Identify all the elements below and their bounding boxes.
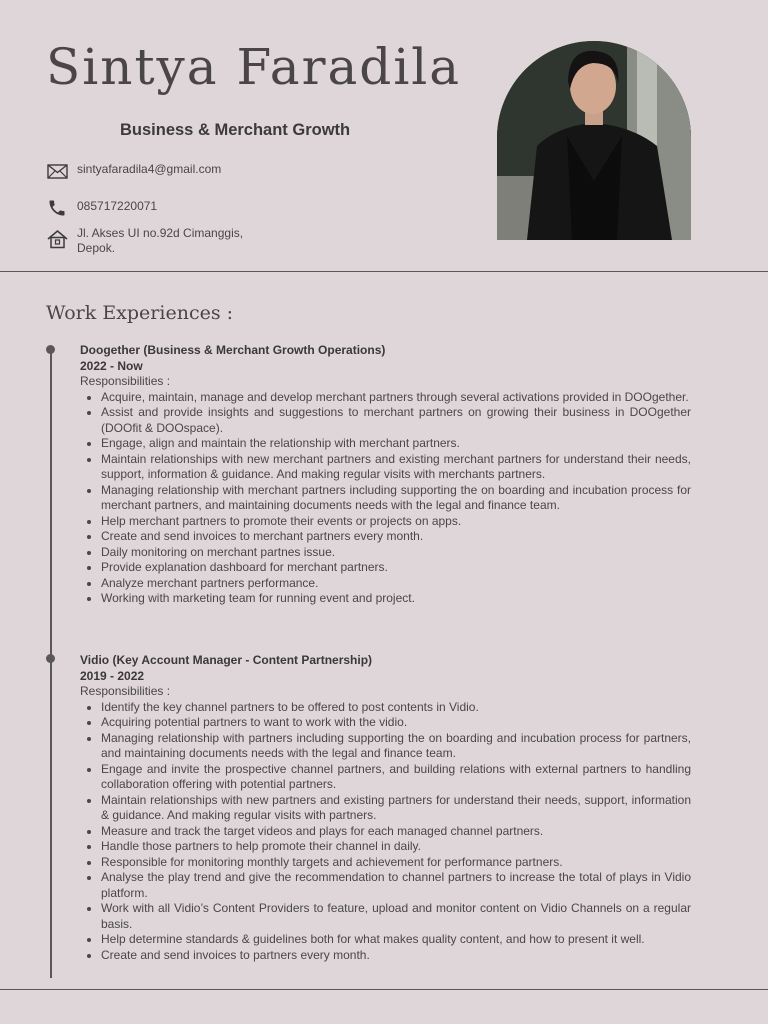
divider-top	[0, 271, 768, 272]
responsibilities-list	[80, 700, 691, 964]
envelope-icon	[46, 162, 68, 180]
profile-photo	[497, 41, 691, 240]
list-item: • Identify the key channel partners to be offered to post contents in Vidio.	[101, 700, 691, 716]
name-heading: Sintya Faradila	[46, 38, 462, 96]
list-item: • Maintain relationships with new merchant partners and existing merchant partners for understand their needs, support, information & guidance. And making regular visits with merchants partners.	[101, 452, 691, 483]
list-item: • Engage and invite the prospective channel partners, and building relations with external partners to handling collaboration offering with potential partners.	[101, 762, 691, 793]
list-item: • Measure and track the target videos and plays for each managed channel partners.	[101, 824, 691, 840]
list-item: • Work with all Vidio’s Content Providers to feature, upload and monitor content on Vidio Channels on a regular basis.	[101, 901, 691, 932]
job-title: Vidio (Key Account Manager - Content Partnership)	[80, 653, 373, 667]
role-title: Business & Merchant Growth	[120, 121, 351, 139]
responsibilities-label: Responsibilities :	[80, 374, 171, 388]
responsibilities-list	[80, 390, 691, 607]
list-item: • Create and send invoices to merchant partners every month.	[101, 529, 691, 545]
job-title: Doogether (Business & Merchant Growth Operations)	[80, 343, 386, 357]
timeline-dot	[46, 654, 55, 663]
list-item: • Working with marketing team for running event and project.	[101, 591, 691, 607]
list-item: • Help merchant partners to promote their events or projects on apps.	[101, 514, 691, 530]
list-item: • Assist and provide insights and suggestions to merchant partners on growing their business in DOOgether (DOOfit & DOOspace).	[101, 405, 691, 436]
timeline-dot	[46, 345, 55, 354]
phone-icon	[46, 199, 68, 217]
job-period: 2019 - 2022	[80, 668, 145, 683]
contact-address	[46, 226, 277, 256]
list-item: • Daily monitoring on merchant partnes issue.	[101, 545, 691, 561]
contact-phone	[46, 199, 157, 217]
list-item: • Help determine standards & guidelines both for what makes quality content, and how to present it well.	[101, 932, 691, 948]
list-item: • Managing relationship with merchant partners including supporting the on boarding and incubation process for merchant partners, and maintaining documents needs with the legal and finance team.	[101, 483, 691, 514]
responsibilities-label: Responsibilities :	[80, 684, 171, 698]
timeline-line	[50, 350, 52, 978]
divider-bottom	[0, 989, 768, 990]
list-item: • Analyze merchant partners performance.	[101, 576, 691, 592]
job-entry	[80, 653, 691, 963]
contact-email	[46, 162, 221, 180]
list-item: • Managing relationship with partners including supporting the on boarding and incubation process for partners, and maintaining documents needs with the legal and finance team.	[101, 731, 691, 762]
list-item: • Responsible for monitoring monthly targets and achievement for performance partners.	[101, 855, 691, 871]
list-item: • Acquiring potential partners to want to work with the vidio.	[101, 715, 691, 731]
job-entry	[80, 343, 691, 607]
list-item: • Acquire, maintain, manage and develop merchant partners through several activations provided in DOOgether.	[101, 390, 691, 406]
list-item: • Create and send invoices to partners every month.	[101, 948, 691, 964]
address-text: Jl. Akses UI no.92d Cimanggis, Depok.	[77, 226, 244, 255]
email-text[interactable]: sintyafaradila4@gmail.com	[77, 162, 222, 176]
phone-text: 085717220071	[77, 199, 158, 213]
list-item: • Engage, align and maintain the relationship with merchant partners.	[101, 436, 691, 452]
home-icon	[46, 230, 68, 248]
list-item: • Maintain relationships with new partners and existing partners for understand their needs, support, information & guidance. And making regular visits with partners.	[101, 793, 691, 824]
job-period: 2022 - Now	[80, 358, 143, 373]
list-item: • Handle those partners to help promote their channel in daily.	[101, 839, 691, 855]
list-item: • Analyse the play trend and give the recommendation to channel partners to increase the total of plays in Vidio platform.	[101, 870, 691, 901]
list-item: • Provide explanation dashboard for merchant partners.	[101, 560, 691, 576]
section-title-work: Work Experiences :	[46, 302, 234, 324]
